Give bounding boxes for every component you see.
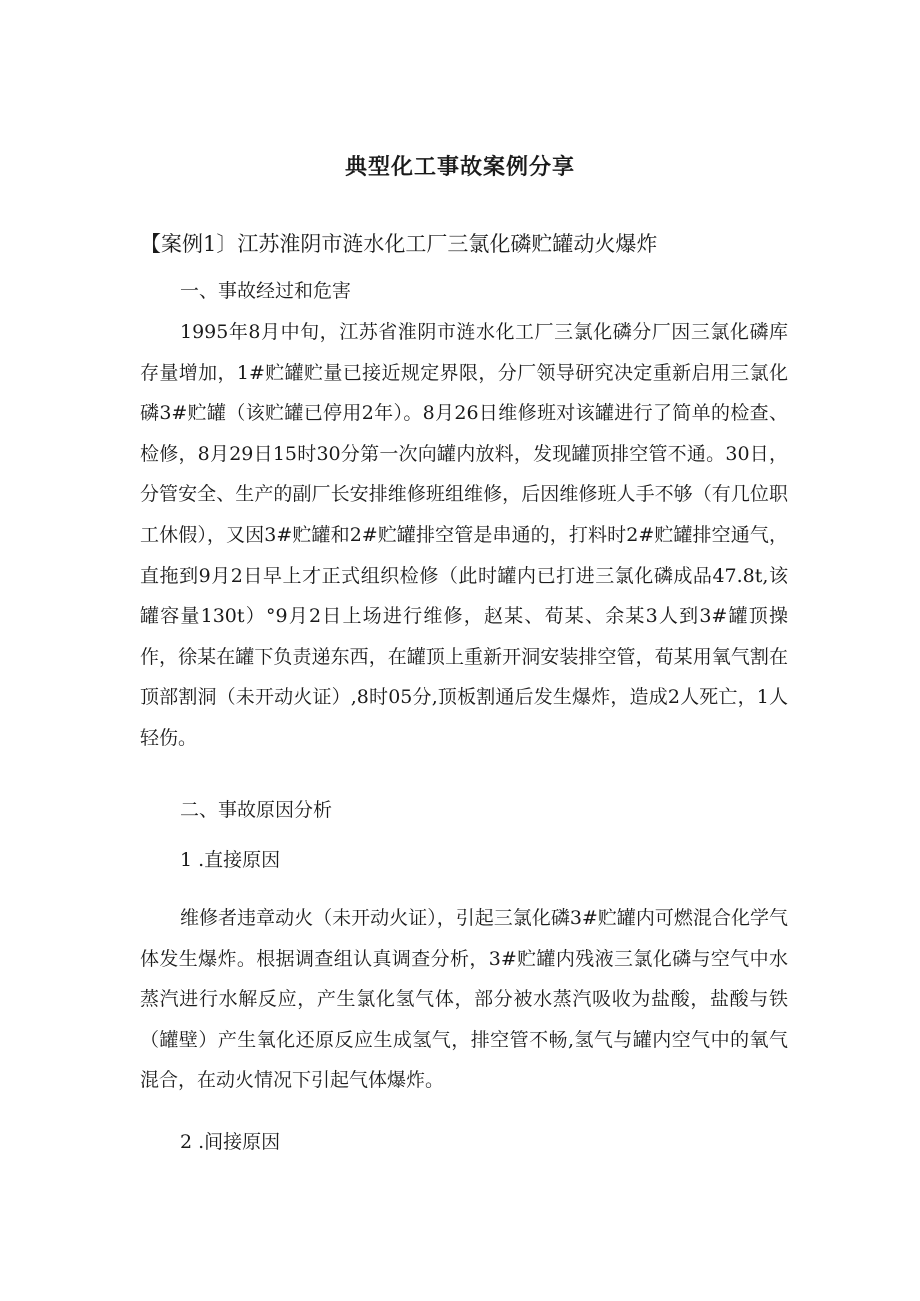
section-heading-accident-process: 一、事故经过和危害 <box>180 280 352 302</box>
paragraph-accident-process: 1995年8月中旬，江苏省淮阴市涟水化工厂三氯化磷分厂因三氯化磷库存量增加，1#贮罐贮量已接近规定界限，分厂领导研究决定重新启用三氯化磷3#贮罐（该贮罐已停用2年）。8月26日维修班对该罐进行了简单的检查、检修，8月29日15时30分第一次向罐内放料，发现罐顶排空管不通。30日，分管安全、生产的副厂长安排维修班组维修，后因维修班人手不够（有几位职工休假），又因3#贮罐和2#贮罐排空管是串通的，打料时2#贮罐排空通气，直拖到9月2日早上才正式组织检修（此时罐内已打进三氯化磷成品47.8t,该罐容量130t）°9月2日上场进行维修，赵某、荀某、余某3人到3#罐顶操作，徐某在罐下负责递东西，在罐顶上重新开洞安装排空管，荀某用氧气割在顶部割洞（未开动火证）,8时05分,顶板割通后发生爆炸，造成2人死亡，1人轻伤。 <box>140 321 788 749</box>
section-heading-cause-analysis: 二、事故原因分析 <box>180 799 333 821</box>
case-title: 【案例1〕江苏淮阴市涟水化工厂三氯化磷贮罐动火爆炸 <box>140 232 658 256</box>
paragraph-direct-cause: 维修者违章动火（未开动火证），引起三氯化磷3#贮罐内可燃混合化学气体发生爆炸。根据调查组认真调查分析，3#贮罐内残液三氯化磷与空气中水蒸汽进行水解反应，产生氯化氢气体，部分被水蒸汽吸收为盐酸，盐酸与铁（罐壁）产生氧化还原反应生成氢气，排空管不畅,氢气与罐内空气中的氧气混合，在动火情况下引起气体爆炸。 <box>140 907 788 1092</box>
page-title: 典型化工事故案例分享 <box>344 155 575 180</box>
section-heading-direct-cause: 1 .直接原因 <box>180 849 281 871</box>
section-heading-indirect-cause: 2 .间接原因 <box>180 1131 281 1153</box>
